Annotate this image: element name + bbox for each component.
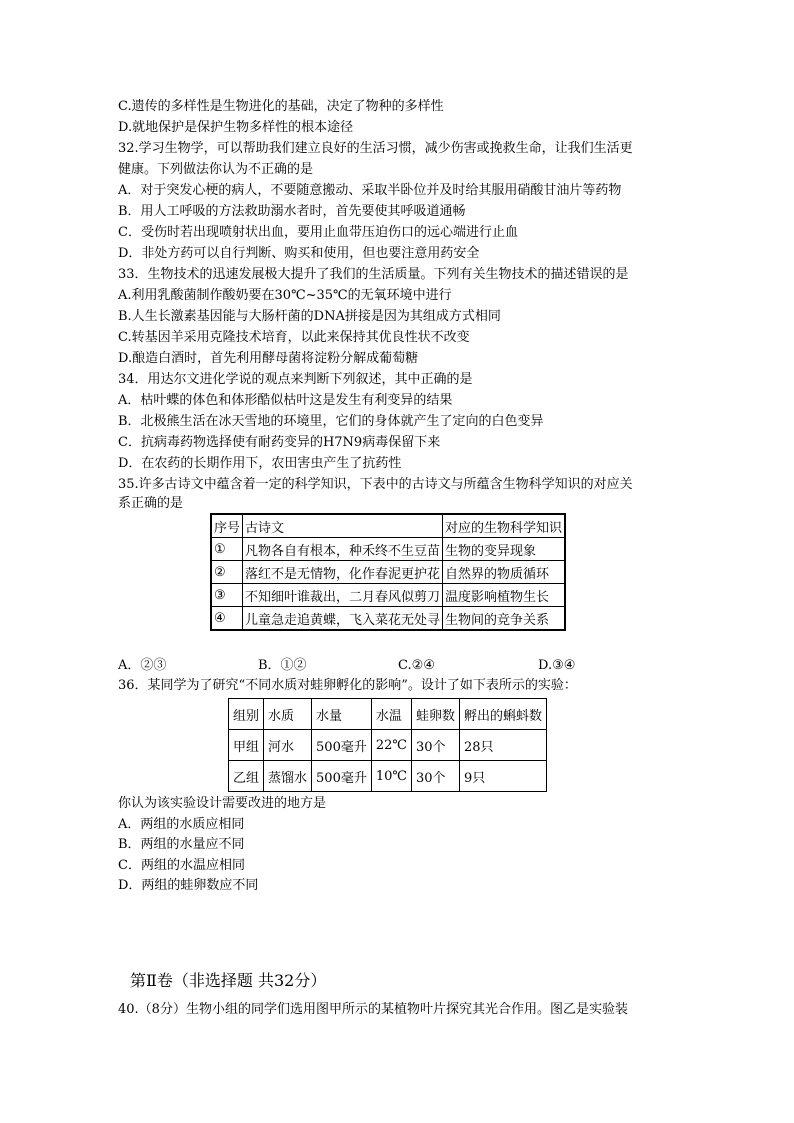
table-header-row: [211, 514, 565, 538]
table-cell: 生物间的竞争关系: [443, 607, 566, 631]
table-cell: 不知细叶谁裁出，二月春风似剪刀: [243, 584, 443, 607]
table-cell: 9只: [459, 761, 546, 792]
table-header-cell: 古诗文: [243, 514, 443, 538]
table-cell: 30个: [411, 761, 459, 792]
table-cell: 500毫升: [312, 761, 372, 792]
poem-table: [210, 513, 566, 631]
table-header-cell: 序号: [211, 514, 243, 538]
option-a: A．②③: [118, 658, 167, 673]
option-d: D．在农药的长期作用下，农田害虫产生了抗药性: [118, 456, 402, 471]
table-cell: 30个: [411, 730, 459, 761]
question-35-stem: 35.许多古诗文中蕴含着一定的科学知识，下表中的古诗文与所蕴含生物科学知识的对应关: [118, 477, 633, 492]
option-c: C.②④: [398, 658, 435, 673]
option-c: C．受伤时若出现喷射状出血，要用止血带压迫伤口的远心端进行止血: [118, 225, 518, 240]
table-cell: 500毫升: [312, 730, 372, 761]
table-row: [229, 730, 547, 761]
table-row: [211, 561, 565, 584]
table-header-cell: 水量: [312, 699, 372, 730]
table-cell: ②: [211, 561, 243, 584]
option-b: B．①②: [258, 658, 307, 673]
option-b: B．北极熊生活在冰天雪地的环境里，它们的身体就产生了定向的白色变异: [118, 414, 544, 429]
question-32-stem-cont: 健康。下列做法你认为不正确的是: [118, 162, 314, 177]
table-header-cell: 水质: [264, 699, 312, 730]
table-cell: ①: [211, 538, 243, 561]
table-cell: 自然界的物质循环: [443, 561, 566, 584]
table-header-row: [229, 699, 547, 730]
table-row: [211, 584, 565, 607]
table-row: [229, 761, 547, 792]
section-title: 第Ⅱ卷（非选择题 共32分）: [130, 971, 327, 990]
text-line: C.遗传的多样性是生物进化的基础，决定了物种的多样性: [118, 99, 444, 114]
table-cell: 蒸馏水: [264, 761, 312, 792]
option-d: D．两组的蛙卵数应不同: [118, 878, 259, 893]
table-header-cell: 水温: [371, 699, 411, 730]
option-d: D．非处方药可以自行判断、购买和使用，但也要注意用药安全: [118, 246, 480, 261]
question-32-stem: 32.学习生物学，可以帮助我们建立良好的生活习惯，减少伤害或挽救生命，让我们生活更: [118, 141, 633, 156]
option-a: A.利用乳酸菌制作酸奶要在30℃~35℃的无氧环境中进行: [118, 288, 452, 303]
table-header-cell: 孵出的蝌蚪数: [459, 699, 546, 730]
table-cell: 乙组: [229, 761, 264, 792]
table-cell: 凡物各自有根本，种禾终不生豆苗: [243, 538, 443, 561]
question-35-stem-cont: 系正确的是: [118, 496, 184, 511]
option-a: A．对于突发心梗的病人，不要随意搬动、采取半卧位并及时给其服用硝酸甘油片等药物: [118, 183, 622, 198]
table-cell: 温度影响植物生长: [443, 584, 566, 607]
option-a: A．两组的水质应相同: [118, 817, 245, 832]
table-cell: 落红不是无情物，化作春泥更护花: [243, 561, 443, 584]
option-c: C.转基因羊采用克隆技术培育，以此来保持其优良性状不改变: [118, 330, 470, 345]
option-b: B.人生长激素基因能与大肠杆菌的DNA拼接是因为其组成方式相同: [118, 309, 501, 324]
experiment-table: [228, 698, 547, 792]
table-cell: 生物的变异现象: [443, 538, 566, 561]
question-36-stem: 36．某同学为了研究“不同水质对蛙卵孵化的影响”。设计了如下表所示的实验：: [118, 678, 577, 693]
question-35-options: [0, 657, 794, 675]
table-cell: 河水: [264, 730, 312, 761]
table-cell: 儿童急走追黄蝶，飞入菜花无处寻: [243, 607, 443, 631]
question-36-prompt: 你认为该实验设计需要改进的地方是: [118, 796, 327, 811]
option-c: C．抗病毒药物选择使有耐药变异的H7N9病毒保留下来: [118, 435, 441, 450]
question-33-stem: 33．生物技术的迅速发展极大提升了我们的生活质量。下列有关生物技术的描述错误的是: [118, 267, 629, 282]
table-header-cell: 蛙卵数: [411, 699, 459, 730]
table-cell: 28只: [459, 730, 546, 761]
table-row: [211, 607, 565, 631]
option-a: A．枯叶蝶的体色和体形酷似枯叶这是发生有利变异的结果: [118, 393, 453, 408]
table-cell: ③: [211, 584, 243, 607]
table-cell: ④: [211, 607, 243, 631]
table-cell: 22℃: [371, 730, 411, 761]
option-b: B．用人工呼吸的方法救助溺水者时，首先要使其呼吸道通畅: [118, 204, 466, 219]
table-row: [211, 538, 565, 561]
option-c: C．两组的水温应相同: [118, 858, 245, 873]
question-34-stem: 34．用达尔文进化学说的观点来判断下列叙述，其中正确的是: [118, 372, 473, 387]
option-b: B．两组的水量应不同: [118, 837, 245, 852]
text-line: D.就地保护是保护生物多样性的根本途径: [118, 120, 354, 135]
table-cell: 10℃: [371, 761, 411, 792]
question-40-stem: 40.（8分）生物小组的同学们选用图甲所示的某植物叶片探究其光合作用。图乙是实验装: [118, 1002, 628, 1017]
table-header-cell: 组别: [229, 699, 264, 730]
table-cell: 甲组: [229, 730, 264, 761]
option-d: D.酿造白酒时，首先利用酵母菌将淀粉分解成葡萄糖: [118, 351, 419, 366]
option-d: D.③④: [538, 658, 576, 673]
table-header-cell: 对应的生物科学知识: [443, 514, 566, 538]
